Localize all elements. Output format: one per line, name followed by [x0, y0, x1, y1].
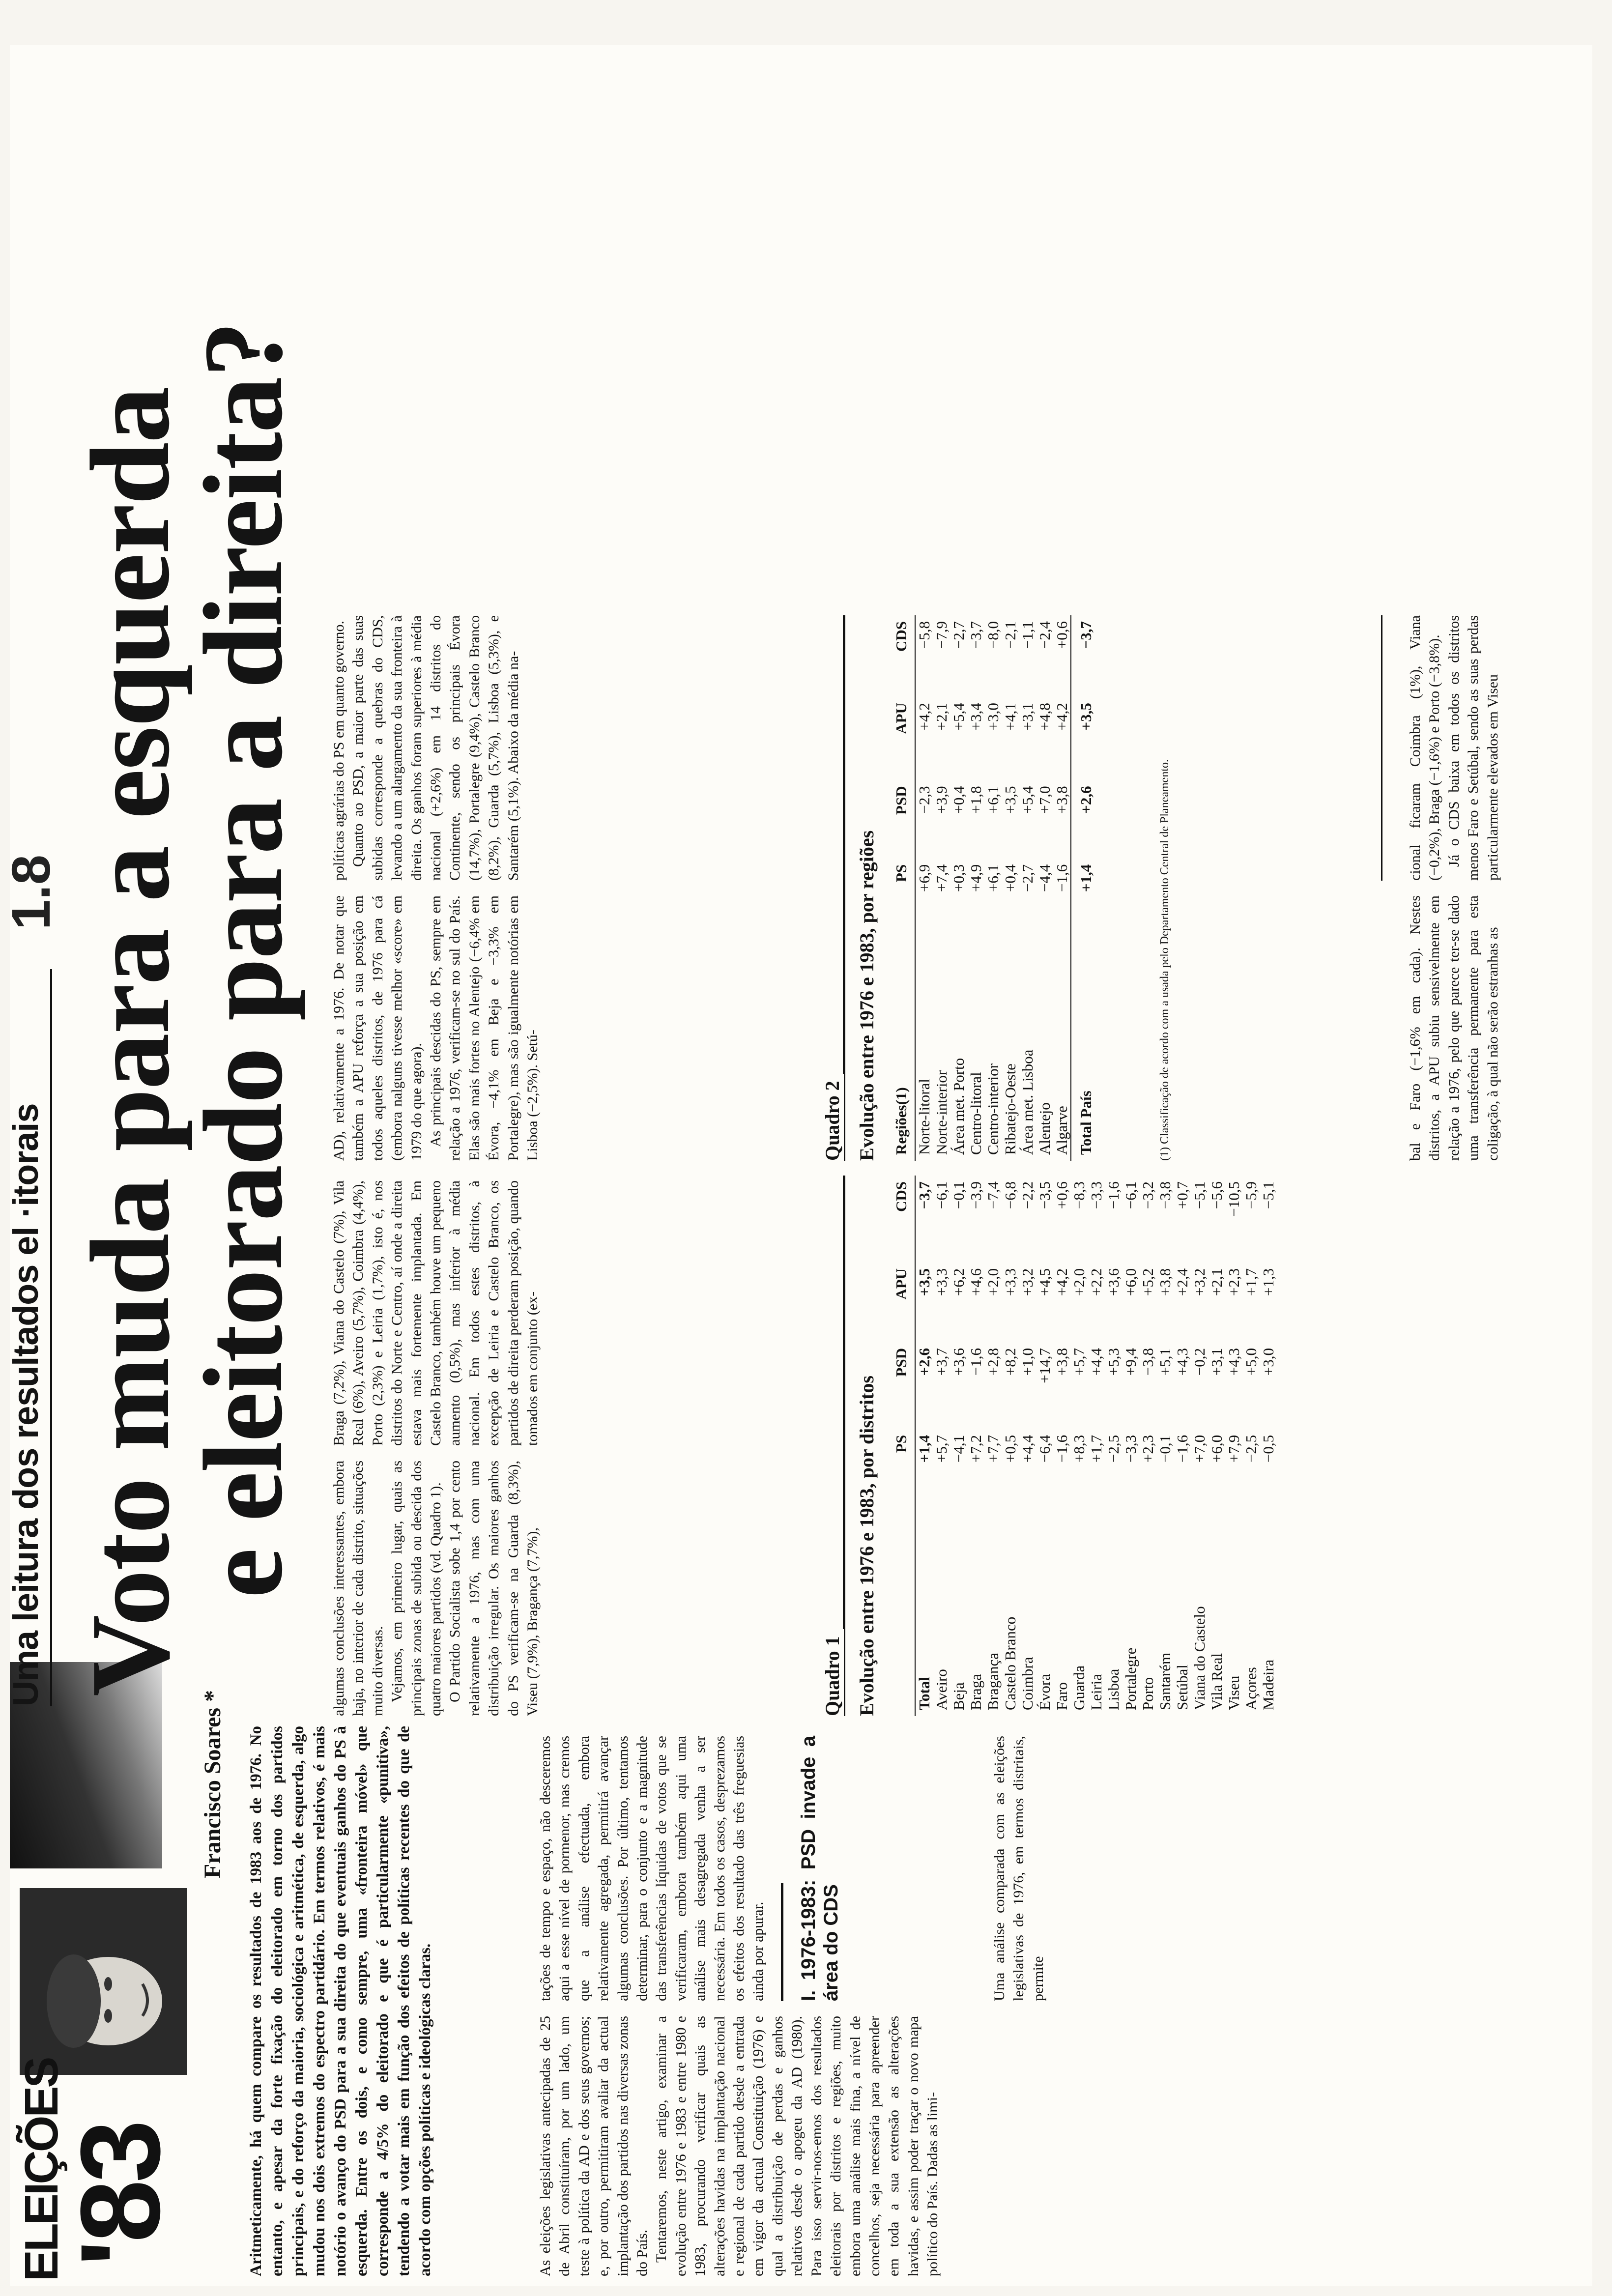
portrait-photo [20, 1888, 187, 2075]
table-cell: +0,4 [950, 786, 967, 814]
table-row [1105, 1176, 1122, 1716]
table-row [1002, 615, 1019, 1161]
table-cell: −3,7 [1071, 615, 1094, 697]
table-cell: +3,2 [1191, 1268, 1208, 1296]
table-cell: +3,8 [1156, 1268, 1174, 1296]
table-total-row [1071, 615, 1094, 1161]
table-cell: +4,4 [1088, 1348, 1105, 1376]
paragraph: bal e Faro (−1,6% em cada). Nestes distritos, a APU subiu sensivelmente em relação a 1976, pelo que parece ter-se dado uma transferência permanente para esta coligação, à qual não serão estranhas as [1407, 895, 1501, 1161]
table-cell: −5,1 [1260, 1181, 1277, 1209]
table-row [1036, 615, 1053, 1161]
intro-block [246, 1726, 436, 2276]
table-cell: +1,3 [1260, 1268, 1277, 1296]
row-label: Castelo Branco [1002, 1616, 1019, 1710]
table-cell: +7,0 [1036, 786, 1053, 814]
row-label: Área met. Lisboa [1019, 1049, 1036, 1155]
table-cell: +4,4 [1019, 1435, 1036, 1463]
body-column-4 [329, 1180, 542, 1446]
row-label: Setúbal [1174, 1665, 1191, 1710]
table-cell: −3,5 [1036, 1181, 1053, 1209]
table-cell: +4,5 [1036, 1268, 1053, 1296]
table-row [1242, 1176, 1260, 1716]
table-row [1002, 1176, 1019, 1716]
row-label: Lisboa [1105, 1668, 1122, 1710]
table-cell: +2,1 [1208, 1268, 1225, 1296]
paragraph: Tentaremos, neste artigo, examinar a evolução entre 1976 e 1983 e entre 1980 e 1983, procurando verificar quais as alterações havidas na implantação nacional e regional de cada partido desde a entrada em vigor da actual Constituição (1976) e qual a distribuição de perdas e ganhos relativos desde o apogeu da AD (1980). Para isso servir-nos-emos dos resultados eleitorais por distritos e regiões, muito embora uma análise mais fina, a nível de concelhos, seja necessária para apreender em toda a sua extensão as alterações havidas, e assim poder traçar o novo mapa político do País. Dadas as limi- [653, 2016, 941, 2276]
row-label: Centro-litoral [967, 1072, 984, 1155]
table-cell: +3,5 [1002, 786, 1019, 814]
row-label: Área met. Porto [950, 1058, 967, 1155]
table-cell: −8,0 [984, 621, 1002, 649]
paragraph: Vejamos, em primeiro lugar, quais as principais zonas de subida ou descida dos quatro maiores partidos (vd. Quadro 1). [389, 1461, 444, 1716]
body-column-5 [329, 895, 542, 1161]
table-cell: +0,7 [1174, 1181, 1191, 1209]
table-cell: −3,7 [967, 621, 984, 649]
row-label: Faro [1053, 1682, 1070, 1710]
table-cell: +2,4 [1174, 1268, 1191, 1296]
paragraph: As eleições legislativas antecipadas de 25 de Abril constituíram, por um lado, um teste à política da AD e dos seus governos; e, por outro, permitiram avaliar da actual implantação dos partidos nas diversas zonas do País. [537, 2016, 651, 2276]
table-cell: +0,3 [950, 864, 967, 892]
table-cell: +3,7 [933, 1348, 950, 1376]
table-row [933, 615, 950, 1161]
row-label: Açores [1242, 1667, 1260, 1710]
table-cell: +6,1 [984, 786, 1002, 814]
table-cell: +2,8 [984, 1348, 1002, 1376]
table-cell: +3,8 [1053, 786, 1070, 814]
table-cell: −2,5 [1105, 1435, 1122, 1463]
table-cell: +4,2 [916, 703, 933, 731]
table-cell: +6,9 [916, 864, 933, 892]
row-label: Braga [967, 1673, 984, 1710]
table-cell: +4,3 [1174, 1348, 1191, 1376]
table-cell: +4,1 [1002, 703, 1019, 731]
column-header: APU [890, 697, 915, 780]
table-row [1019, 615, 1036, 1161]
column-header: PS [890, 1429, 915, 1502]
table-cell: −3,8 [1156, 1181, 1174, 1209]
table-row [1208, 1176, 1225, 1716]
table-cell: +4,8 [1036, 703, 1053, 731]
table-cell: −2,2 [1019, 1181, 1036, 1209]
table-cell: +1,7 [1088, 1435, 1105, 1463]
table-cell: +3,5 [1071, 697, 1094, 780]
row-label: Beja [950, 1682, 967, 1710]
table-cell: −3,3 [1088, 1181, 1105, 1209]
table-row [1122, 1176, 1139, 1716]
table-cell: −7,4 [984, 1181, 1002, 1209]
table-cell: −0,1 [1156, 1435, 1174, 1463]
table-cell: −5,9 [1242, 1181, 1260, 1209]
table-cell: +3,8 [1053, 1348, 1070, 1376]
intro-text: Aritmeticamente, há quem compare os resultados de 1983 aos de 1976. No entanto, e apesar da forte fixação do eleitorado em torno dos partidos principais, e do reforço da maioria, sociológica e aritmética, de esquerda, algo mudou nos dois extremos do espectro partidário. Em termos relativos, é mais notório o avanço do PSD para a sua direita do que eventuais ganhos do PS à esquerda. Entre os dois, e como sempre, uma «fronteira móvel» que corresponde a 4/5% do eleitorado e que é particularmente «punitiva», tendendo a votar mais em função dos efeitos de políticas recentes do que de acordo com opções políticas e ideológicas claras. [247, 1726, 434, 2276]
table-cell: +3,1 [1208, 1348, 1225, 1376]
column-header [890, 1502, 915, 1716]
table-row [967, 1176, 984, 1716]
row-label: Aveiro [933, 1669, 950, 1710]
body-column-1 [536, 2016, 943, 2276]
table-cell: −6,1 [933, 1181, 950, 1209]
table-cell: +4,9 [967, 864, 984, 892]
table-cell: +6,2 [950, 1268, 967, 1296]
table-cell: +7,7 [984, 1435, 1002, 1463]
body-column-2 [536, 1736, 1048, 2001]
section-logo-photo [20, 1888, 187, 2075]
table-row [1260, 1176, 1277, 1716]
row-label: Évora [1036, 1673, 1053, 1710]
row-label: Porto [1139, 1677, 1156, 1710]
paragraph: políticas agrárias do PS em quanto governo. [331, 620, 347, 881]
table-cell: +1,8 [967, 786, 984, 814]
table-row [1019, 1176, 1036, 1716]
table-cell: +0,4 [1002, 864, 1019, 892]
column-header: CDS [890, 615, 915, 697]
row-label: Madeira [1260, 1659, 1277, 1710]
column-rule [1381, 615, 1382, 881]
row-label: Centro-interior [984, 1063, 1002, 1155]
table-cell: +0,6 [1053, 621, 1070, 649]
quadro2-label: Quadro 2 [821, 1074, 844, 1161]
paragraph: Uma análise comparada com as eleições legislativas de 1976, em termos distritais, permite [991, 1736, 1046, 2001]
table-row [1191, 1176, 1208, 1716]
table-cell: +3,9 [933, 786, 950, 814]
row-label: Viseu [1225, 1675, 1242, 1710]
column-header: PSD [890, 780, 915, 858]
table-row [1225, 1176, 1242, 1716]
table-cell: +2,3 [1139, 1435, 1156, 1463]
section-logo-line1: ELEIÇÕES [15, 2058, 68, 2281]
headline-line1: Voto muda para a esquerda [67, 387, 193, 1696]
table-cell: +4,2 [1053, 1268, 1070, 1296]
table-cell: +3,3 [1002, 1268, 1019, 1296]
table-cell: +2,0 [1070, 1268, 1088, 1296]
newspaper-page [1, 45, 1592, 2286]
table-cell: +2,3 [1225, 1268, 1242, 1296]
table-row [915, 615, 933, 1161]
table-cell: −4,1 [950, 1435, 967, 1463]
table-cell: +5,4 [1019, 786, 1036, 814]
column-header: PS [890, 859, 915, 935]
table-cell: −7,9 [933, 621, 950, 649]
table-cell: −2,7 [1019, 864, 1036, 892]
kicker-rule [50, 969, 52, 1706]
table-cell: −10,5 [1225, 1181, 1242, 1217]
table-cell: −1,6 [1053, 1435, 1070, 1463]
table-cell: −5,1 [1191, 1181, 1208, 1209]
table-cell: −3,2 [1139, 1181, 1156, 1209]
table-row [984, 1176, 1002, 1716]
table-cell: +1,4 [916, 1435, 933, 1463]
row-label: Total [916, 1677, 933, 1710]
table-row [1174, 1176, 1191, 1716]
table-cell: −6,8 [1002, 1181, 1019, 1209]
table-row [933, 1176, 950, 1716]
table-cell: −0,2 [1191, 1348, 1208, 1376]
column-header: Regiões(1) [890, 935, 915, 1161]
row-label: Leiria [1088, 1673, 1105, 1710]
table-row [950, 615, 967, 1161]
quadro1-table [890, 1176, 1277, 1716]
column-header: APU [890, 1263, 915, 1342]
table-cell: +6,1 [984, 864, 1002, 892]
body-column-6 [329, 615, 523, 881]
kicker: Uma leitura dos resultados el ·itorais [6, 1103, 46, 1706]
table-cell: −1,6 [1053, 864, 1070, 892]
table-cell: +7,4 [933, 864, 950, 892]
quadro1-title: Evolução entre 1976 e 1983, por distritos [856, 1376, 878, 1716]
table-cell: −8,3 [1070, 1181, 1088, 1209]
table-cell: −2,4 [1036, 621, 1053, 649]
table-cell: +5,7 [933, 1435, 950, 1463]
table-cell: +1,0 [1019, 1348, 1036, 1376]
row-label: Santarém [1156, 1652, 1174, 1710]
table-cell: −1,6 [1105, 1181, 1122, 1209]
row-label: Viana do Castelo [1191, 1606, 1208, 1710]
row-label: Vila Real [1208, 1653, 1225, 1710]
quadro2-table [890, 615, 1094, 1161]
table-row [1070, 1176, 1088, 1716]
table-cell: +3,3 [933, 1268, 950, 1296]
table-cell: +7,0 [1191, 1435, 1208, 1463]
table-cell: +8,2 [1002, 1348, 1019, 1376]
row-label: Guarda [1070, 1665, 1088, 1710]
table-row [915, 1176, 933, 1716]
table-row [1156, 1176, 1174, 1716]
table-cell: +6,0 [1208, 1435, 1225, 1463]
table-row [1139, 1176, 1156, 1716]
table-cell: +4,3 [1225, 1348, 1242, 1376]
table-cell: +4,6 [967, 1268, 984, 1296]
row-label: Coimbra [1019, 1657, 1036, 1710]
row-label: Bragança [984, 1652, 1002, 1710]
paragraph: Braga (7,2%), Viana do Castelo (7%), Vila Real (6%), Aveiro (5,7%), Coimbra (4,4%), Porto (2,3%) e Leiria (1,7%), isto é, nos distritos do Norte e Centro, aí onde a direita estava mais fortemente implantada. Em Castelo Branco, também houve um pequeno aumento (0,5%), mas inferior à média nacional. Em todos estes distritos, à excepção de Leiria e Castelo Branco, os partidos de direita perderam posição, quando tomados em conjunto (ex- [331, 1180, 541, 1446]
paragraph: cional ficaram Coimbra (1%), Viana (−0,2%), Braga (−1,6%) e Porto (−3,8%). [1407, 615, 1443, 881]
author: Francisco Soares * [200, 1690, 226, 1878]
table-cell: +3,4 [967, 703, 984, 731]
body-column-3 [329, 1461, 542, 1716]
table-cell: −3,7 [916, 1181, 933, 1209]
section-logo-line2: '83 [57, 2123, 183, 2267]
table-cell: −1,1 [1019, 621, 1036, 649]
row-label: Algarve [1053, 1106, 1070, 1155]
column-header: CDS [890, 1176, 915, 1263]
section-subhead: I. 1976-1983: PSD invade a área do CDS [797, 1736, 842, 2001]
table-cell: +5,4 [950, 703, 967, 731]
table-cell: +2,2 [1088, 1268, 1105, 1296]
table-cell: −6,1 [1122, 1181, 1139, 1209]
row-label: Norte-litoral [916, 1079, 933, 1155]
table-cell: +2,6 [916, 1348, 933, 1376]
table-cell: +3,1 [1019, 703, 1036, 731]
row-label: Norte-interior [933, 1070, 950, 1155]
table-cell: +0,6 [1053, 1181, 1070, 1209]
table-cell: −4,4 [1036, 864, 1053, 892]
table-cell: −1,6 [967, 1348, 984, 1376]
table-cell: −5,8 [916, 621, 933, 649]
table-cell: −0,5 [1260, 1435, 1277, 1463]
table-cell: +3,6 [1105, 1268, 1122, 1296]
quadro2-title: Evolução entre 1976 e 1983, por regiões [856, 830, 878, 1161]
table-cell: −2,3 [916, 786, 933, 814]
table-cell: −5,6 [1208, 1181, 1225, 1209]
table-cell: −3,9 [967, 1181, 984, 1209]
table-cell: −3,3 [1122, 1435, 1139, 1463]
table-cell: +0,5 [1002, 1435, 1019, 1463]
table-cell: +3,6 [950, 1348, 967, 1376]
table-cell: +9,4 [1122, 1348, 1139, 1376]
table-cell: +2,0 [984, 1268, 1002, 1296]
row-label: Portalegre [1122, 1647, 1139, 1710]
table-cell: +2,1 [933, 703, 950, 731]
paragraph: Já o CDS baixa em todos os distritos menos Faro e Setúbal, sendo as suas perdas particularmente elevados em Viseu [1445, 615, 1501, 881]
body-column-5-bottom [1406, 895, 1502, 1161]
table-cell: +5,7 [1070, 1348, 1088, 1376]
table-cell: +2,6 [1071, 780, 1094, 858]
table-cell: −6,4 [1036, 1435, 1053, 1463]
table-cell: +7,2 [967, 1435, 984, 1463]
table-cell: −1,6 [1174, 1435, 1191, 1463]
table-row [1053, 615, 1071, 1161]
row-label: Ribatejo-Oeste [1002, 1063, 1019, 1155]
paragraph: algumas conclusões interessantes, embora haja, no interior de cada distrito, situações muito diversas. [331, 1461, 386, 1716]
quadro1-label: Quadro 1 [821, 1629, 844, 1716]
headline-line2: e eleitorado para a direita? [180, 322, 306, 1598]
table-row [950, 1176, 967, 1716]
quadro2-footnote: (1) Classificação de acordo com a usada pelo Departamento Central de Planeamento. [1158, 759, 1171, 1161]
paragraph: O Partido Socialista sobe 1,4 por cento relativamente a 1976, mas com uma distribuição irregular. Os maiores ganhos do PS verificam-se na Guarda (8,3%), Viseu (7,9%), Bragança (7,7%), [447, 1461, 541, 1716]
table-cell: +1,4 [1071, 859, 1094, 935]
table-cell: +8,3 [1070, 1435, 1088, 1463]
table-cell: −2,1 [1002, 621, 1019, 649]
row-label: Total País [1071, 935, 1094, 1161]
table-cell: +3,2 [1019, 1268, 1036, 1296]
table-row [967, 615, 984, 1161]
table-cell: +3,5 [916, 1268, 933, 1296]
table-cell: +1,7 [1242, 1268, 1260, 1296]
table-cell: −2,7 [950, 621, 967, 649]
page [1, 10, 1602, 2286]
row-label: Alentejo [1036, 1102, 1053, 1155]
table-cell: +6,0 [1122, 1268, 1139, 1296]
body-column-6-bottom [1406, 615, 1502, 881]
table-row [1053, 1176, 1070, 1716]
table-row [1088, 1176, 1105, 1716]
table-cell: +5,1 [1156, 1348, 1174, 1376]
table-cell: +3,0 [1260, 1348, 1277, 1376]
subhead-rule [781, 1883, 783, 2001]
table-cell: −2,5 [1242, 1435, 1260, 1463]
column-header: PSD [890, 1342, 915, 1429]
table-cell: +7,9 [1225, 1435, 1242, 1463]
table-cell: +3,0 [984, 703, 1002, 731]
paragraph: As principais descidas do PS, sempre em relação a 1976, verificam-se no sul do País. Elas são mais fortes no Alentejo (−6,4% em Évora, −4,1% em Beja e −3,3% em Portalegre), mas são igualmente notórias em Lisboa (−2,5%). Setú- [428, 895, 541, 1161]
table-cell: +4,2 [1053, 703, 1070, 731]
table-cell: +5,0 [1242, 1348, 1260, 1376]
paragraph: Quanto ao PSD, a maior parte das suas subidas corresponde a quebras do CDS, levando a um alargamento da sua fronteira à direita. Os ganhos foram superiores à média nacional (+2,6%) em 14 distritos do Continente, sendo os principais Évora (14,7%), Portalegre (9,4%), Castelo Branco (8,2%), Guarda (5,7%), Lisboa (5,3%), e Santarém (5,1%). Abaixo da média na- [350, 615, 521, 881]
table-cell: −3,8 [1139, 1348, 1156, 1376]
table-row [1036, 1176, 1053, 1716]
table-cell: +5,3 [1105, 1348, 1122, 1376]
paragraph: AD), relativamente a 1976. De notar que também a APU reforça a sua posição em todos aqueles distritos, de 1976 para cá (embora nalguns tivesse melhor «score» em 1979 do que agora). [331, 895, 425, 1161]
table-row [984, 615, 1002, 1161]
paragraph: tações de tempo e espaço, não desceremos aqui a esse nível de pormenor, mas cremos que a análise efectuada, embora relativamente agregada, permitirá avançar algumas conclusões. Por último, tentamos determinar, para o conjunto e a magnitude das transferências líquidas de votos que se verificaram, embora também aqui uma análise mais desagregada venha a ser necessária. Em todos os casos, desprezamos os efeitos dos resultado das três freguesias ainda por apurar. [537, 1736, 767, 2001]
table-cell: +14,7 [1036, 1348, 1053, 1383]
table-cell: −0,1 [950, 1181, 967, 1209]
handwritten-note: 1.8 [1, 855, 61, 930]
table-cell: +5,2 [1139, 1268, 1156, 1296]
